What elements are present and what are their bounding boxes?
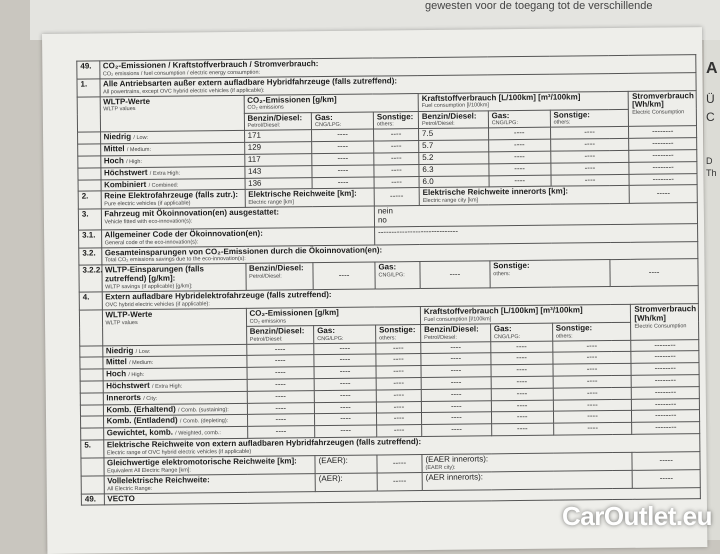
- co2-gas-value: ----: [314, 343, 376, 355]
- strom-header-sub: Electric Consumption: [632, 109, 685, 117]
- section-number: 49.: [81, 493, 104, 505]
- strom-value: --------: [629, 126, 697, 139]
- fuel-other-value: ----: [550, 127, 629, 140]
- fuel-value: ----: [421, 389, 491, 402]
- gas-header-sub: CNG/LPG:: [493, 333, 521, 340]
- section-number: 49.: [77, 61, 100, 79]
- fuel-gas-value: ----: [491, 412, 553, 424]
- section-title: Allgemeiner Code der Ökoinnovation(en):: [104, 228, 263, 240]
- sonst-header: Sonstige:: [555, 323, 593, 333]
- strom-value: --------: [632, 386, 700, 399]
- fuel-gas-value: ----: [488, 151, 550, 163]
- strom-value: --------: [631, 351, 699, 364]
- co2-other-value: ----: [373, 129, 418, 141]
- co2-value: 117: [244, 154, 312, 167]
- fuel-value: ----: [422, 424, 492, 437]
- gas-label-sub: CNG/LPG:: [378, 272, 405, 279]
- section-number: 1.: [77, 79, 100, 97]
- fuel-other-value: ----: [553, 423, 632, 436]
- section-subtitle: Electric range of OVC hybrid electric vehicles (if applicable): [106, 448, 252, 457]
- aer-label-sub: All Electric Range:: [107, 485, 153, 492]
- eaer-city-value: -----: [632, 452, 700, 471]
- sonst-header: Sonstige:: [379, 324, 416, 335]
- eaer-label-sub: Equivalent All Electric Range [km]:: [107, 467, 191, 475]
- benzin-header-sub: Petrol/Diesel:: [249, 336, 283, 343]
- co2-value: ----: [247, 367, 315, 380]
- row-label: Hoch: [103, 156, 124, 166]
- row-label: Innerorts: [106, 392, 142, 403]
- section-number: 2.: [78, 191, 101, 209]
- fuel-value: ----: [421, 400, 491, 413]
- section-subtitle: CO₂ emissions / fuel consumption / electric energy consumption:: [102, 69, 261, 78]
- gas-header: Gas:: [493, 323, 512, 334]
- fuel-value: 6.0: [419, 175, 489, 188]
- co2-other-value: ----: [374, 153, 419, 165]
- row-label-sub: / Low:: [133, 135, 149, 142]
- co2-value: ----: [247, 414, 315, 427]
- fuel-value: 5.7: [419, 140, 489, 153]
- range-value: -----: [374, 188, 419, 206]
- eaer-city-label: (EAER innerorts):: [425, 454, 489, 464]
- row-label-sub: / Extra High:: [151, 383, 183, 390]
- fuel-gas-value: ----: [491, 400, 553, 412]
- co2-other-value: ----: [374, 164, 419, 176]
- co2-value: 171: [244, 130, 312, 143]
- row-label-sub: / Extra High:: [149, 170, 181, 177]
- wltp-header: WLTP-Werte: [105, 309, 153, 320]
- co2-gas-value: ----: [314, 402, 376, 414]
- benzin-label: Benzin/Diesel:: [248, 263, 304, 274]
- eco-code-value: ------------------------------: [374, 223, 697, 244]
- row-label-sub: / City:: [143, 395, 158, 402]
- co2-gas-value: ----: [314, 378, 376, 390]
- strom-value: --------: [632, 410, 700, 423]
- benzin-label-sub: Petrol/Diesel:: [249, 273, 282, 281]
- row-label: Hoch: [106, 369, 127, 379]
- fuel-header-sub: Fuel consumption [l/100km]: [421, 102, 490, 110]
- row-label: Gewichtet, komb.: [106, 427, 173, 438]
- co2-other-value: ----: [374, 176, 419, 188]
- row-label: Niedrig: [105, 345, 134, 356]
- section-number: 3.2.: [79, 248, 102, 266]
- gas-header-sub: CNG/LPG:: [317, 335, 344, 342]
- section-title: Alle Antriebsarten außer extern aufladbare Hybridfahrzeuge (falls zutreffend):: [102, 76, 398, 89]
- benzin-header-sub: Petrol/Diesel:: [247, 122, 281, 130]
- co2-header: CO₂-Emissionen [g/km]: [249, 307, 339, 318]
- benzin-header-sub: Petrol/Diesel:: [424, 334, 457, 341]
- section-subtitle: OVC hybrid electric vehicles (if applicable):: [105, 301, 210, 309]
- fuel-other-value: ----: [553, 364, 632, 377]
- range-city-label-sub: Electric range city [km]: [422, 197, 479, 205]
- fuel-header: Kraftstoffverbrauch [L/100km] [m³/100km]: [421, 92, 581, 103]
- co2-other-value: ----: [376, 389, 421, 401]
- sonst-header: Sonstige:: [553, 109, 590, 120]
- eaer-code: (EAER):: [315, 455, 377, 473]
- row-label-sub: / Low:: [135, 348, 151, 355]
- row-label-sub: / High:: [128, 372, 145, 379]
- benzin-header: Benzin/Diesel:: [249, 326, 305, 336]
- strom-value: --------: [629, 150, 697, 163]
- section-number: 3.1.: [79, 230, 102, 248]
- aer-label: Vollelektrische Reichweite:: [107, 474, 210, 486]
- fuel-header: Kraftstoffverbrauch [L/100km] [m³/100km]: [423, 305, 583, 316]
- fuel-gas-value: ----: [488, 139, 550, 151]
- row-label: Komb. (Entladend): [106, 416, 178, 426]
- gas-header: Gas:: [317, 325, 336, 335]
- row-label: Komb. (Erhaltend): [106, 404, 176, 414]
- section-subtitle: Total CO₂ emissions savings due to the eco-innovation(s):: [104, 256, 246, 264]
- section-subtitle: Vehicle fitted with eco-innovation(s):: [104, 218, 193, 226]
- strom-value: --------: [631, 339, 699, 352]
- sonst-label: Sonstige:: [493, 261, 530, 271]
- co2-gas-value: ----: [312, 165, 374, 177]
- co2-gas-value: ----: [315, 413, 377, 425]
- fuel-other-value: ----: [552, 352, 631, 365]
- row-label: Mittel: [103, 144, 125, 154]
- section-title: Elektrische Reichweite von extern aufladbaren Hybridfahrzeugen (falls zutreffend):: [106, 437, 422, 450]
- co2-gas-value: ----: [312, 153, 374, 165]
- benzin-header: Benzin/Diesel:: [247, 112, 303, 123]
- sonst-header-sub: others:: [553, 119, 571, 126]
- wltp-header-sub: WLTP values: [105, 319, 138, 327]
- section-title: Reine Elektrofahrzeuge (falls zutr.):: [104, 190, 239, 201]
- co2-gas-value: ----: [312, 129, 374, 141]
- sonst-header-sub: others:: [555, 333, 573, 340]
- row-label: Kombiniert: [104, 179, 147, 189]
- co2-value: ----: [247, 402, 315, 415]
- fuel-other-value: ----: [551, 174, 630, 187]
- strom-header-sub: Electric Consumption: [634, 322, 687, 330]
- co2-value: 136: [245, 177, 313, 190]
- section-title: Fahrzeug mit Ökoinnovation(en) ausgestattet:: [104, 207, 280, 219]
- strom-value: --------: [629, 173, 697, 186]
- co2-value: ----: [246, 355, 314, 368]
- co2-value: 129: [244, 142, 312, 155]
- row-label-sub: / Comb. (depleting):: [179, 418, 229, 426]
- fuel-other-value: ----: [550, 139, 629, 152]
- fuel-gas-value: ----: [491, 423, 553, 435]
- side-char: A: [706, 60, 718, 77]
- sonst-header: Sonstige:: [376, 111, 414, 122]
- section-subtitle: Pure electric vehicles (if applicable): [104, 200, 191, 208]
- strom-value: --------: [629, 161, 697, 174]
- fuel-other-value: ----: [550, 150, 629, 163]
- savings-gas-value: ----: [420, 261, 490, 288]
- fuel-value: ----: [421, 353, 491, 366]
- row-label-sub: / Combined:: [148, 182, 179, 189]
- side-char: D: [706, 156, 713, 166]
- gas-header: Gas:: [491, 110, 510, 120]
- eaer-label: Gleichwertige elektromotorische Reichweite [km]:: [106, 456, 297, 468]
- eaer-city-label-sub: (EAER city):: [425, 464, 456, 471]
- co2-other-value: ----: [376, 342, 421, 354]
- benzin-header: Benzin/Diesel:: [424, 324, 479, 334]
- co2-gas-value: ----: [314, 366, 376, 378]
- strom-value: --------: [632, 422, 700, 435]
- co2-value: ----: [247, 426, 315, 439]
- fuel-value: 5.2: [419, 152, 489, 165]
- side-char: C: [706, 110, 715, 124]
- strom-header: Stromverbrauch [Wh/km]: [634, 304, 697, 323]
- fuel-gas-value: ----: [489, 163, 551, 175]
- co2-gas-value: ----: [314, 390, 376, 402]
- row-label-sub: / Medium:: [126, 147, 152, 154]
- eaer-value: -----: [377, 454, 422, 472]
- section-subtitle: All powertrains, except OVC hybrid electric vehicles (if applicable):: [103, 87, 265, 96]
- fuel-gas-value: ----: [490, 341, 552, 353]
- row-label: Niedrig: [103, 132, 132, 142]
- range-label-sub: Electric range [km]: [248, 199, 294, 207]
- fuel-value: ----: [421, 412, 491, 425]
- fuel-value: ----: [421, 341, 491, 354]
- section-title: Extern aufladbare Hybridelektrofahrzeuge (falls zutreffend):: [105, 290, 332, 302]
- co2-other-value: ----: [374, 141, 419, 153]
- savings-benzin-value: ----: [313, 263, 375, 290]
- fuel-other-value: ----: [553, 399, 632, 412]
- fuel-other-value: ----: [553, 375, 632, 388]
- co2-value: ----: [247, 391, 315, 404]
- strom-header: Stromverbrauch [Wh/km]: [632, 90, 694, 110]
- section-subtitle: WLTP savings (if applicable) [g/km]:: [105, 283, 193, 291]
- co2-header-sub: CO₂ emissions: [249, 318, 286, 325]
- strom-value: --------: [632, 398, 700, 411]
- aer-value: -----: [377, 472, 422, 490]
- gas-label: Gas:: [378, 262, 397, 272]
- co2-header-sub: CO₂ emissions: [247, 104, 284, 112]
- row-label-sub: / Medium:: [129, 360, 154, 367]
- strom-value: --------: [631, 363, 699, 376]
- section-title: CO₂-Emissionen / Kraftstoffverbrauch / Stromverbrauch:: [102, 59, 319, 71]
- co2-other-value: ----: [376, 354, 421, 366]
- fuel-gas-value: ----: [491, 376, 553, 388]
- fuel-value: ----: [421, 365, 491, 378]
- section-title: VECTO: [104, 487, 701, 505]
- eco-value: nein: [377, 206, 393, 216]
- co2-gas-value: ----: [314, 354, 376, 366]
- emissions-table: [76, 54, 701, 506]
- gas-header-sub: CNG/LPG:: [491, 120, 519, 127]
- row-label: Höchstwert: [103, 167, 148, 178]
- co2-value: ----: [246, 343, 314, 356]
- benzin-header-sub: Petrol/Diesel:: [421, 121, 455, 128]
- co2-header: CO₂-Emissionen [g/km]: [247, 94, 337, 105]
- certificate-sheet: [42, 27, 707, 554]
- aer-code: (AER):: [315, 473, 377, 491]
- section-title: WLTP-Einsparungen (falls zutreffend) [g/km]:: [104, 264, 204, 284]
- background-text: gewesten voor de toegang tot de verschillende: [425, 0, 653, 12]
- wltp-header: WLTP-Werte: [103, 96, 151, 107]
- row-label: Höchstwert: [106, 380, 150, 391]
- aer-city-value: -----: [632, 469, 700, 488]
- sonst-label-sub: others:: [493, 271, 511, 278]
- co2-gas-value: ----: [312, 141, 374, 153]
- section-title: Gesamteinsparungen von CO₂-Emissionen durch die Ökoinnovation(en):: [104, 245, 383, 257]
- strom-value: --------: [629, 138, 697, 151]
- side-char: Ü: [706, 92, 715, 106]
- range-city-value: -----: [630, 185, 698, 204]
- row-label-sub: / Weighted, comb.:: [175, 430, 221, 437]
- gas-header: Gas:: [314, 112, 333, 122]
- section-number: 3.2.2.: [79, 265, 102, 292]
- fuel-gas-value: ----: [488, 128, 550, 140]
- co2-other-value: ----: [376, 378, 421, 390]
- sonst-header-sub: others:: [379, 334, 397, 342]
- fuel-gas-value: ----: [491, 353, 553, 365]
- co2-other-value: ----: [376, 413, 421, 425]
- co2-value: ----: [247, 379, 315, 392]
- sonst-header-sub: others:: [376, 121, 394, 128]
- wltp-header-sub: WLTP values: [103, 106, 136, 113]
- side-char: Th: [706, 168, 717, 178]
- fuel-gas-value: ----: [491, 364, 553, 376]
- savings-other-value: ----: [610, 259, 698, 287]
- section-number: 4.: [79, 292, 102, 310]
- fuel-other-value: ----: [552, 340, 631, 353]
- gas-header-sub: CNG/LPG:: [315, 122, 342, 129]
- co2-other-value: ----: [376, 401, 421, 413]
- row-label-sub: / High:: [126, 158, 143, 166]
- co2-value: 143: [244, 165, 312, 178]
- fuel-other-value: ----: [553, 387, 632, 400]
- section-number: 5.: [81, 440, 104, 458]
- strom-value: --------: [631, 375, 699, 388]
- watermark-logo: CarOutlet.eu: [561, 501, 712, 531]
- fuel-other-value: ----: [553, 411, 632, 424]
- fuel-header-sub: Fuel consumption [l/100km]: [423, 316, 492, 323]
- section-subtitle: General code of the eco-innovation(s):: [104, 238, 199, 246]
- ovc-rows: [80, 339, 700, 440]
- eco-value-en: no: [377, 215, 387, 225]
- fuel-value: 7.5: [418, 128, 488, 141]
- co2-other-value: ----: [376, 366, 421, 378]
- co2-other-value: ----: [377, 425, 422, 437]
- fuel-gas-value: ----: [489, 175, 551, 187]
- row-label-sub: / Comb. (sustaining):: [177, 406, 229, 414]
- row-label: Mittel: [105, 357, 127, 367]
- benzin-header: Benzin/Diesel:: [421, 110, 477, 121]
- fuel-gas-value: ----: [491, 388, 553, 400]
- fuel-value: 6.3: [419, 164, 489, 177]
- range-label: Elektrische Reichweite [km]:: [248, 189, 357, 200]
- fuel-value: ----: [421, 377, 491, 390]
- aer-city-label: (AER innerorts):: [422, 470, 633, 490]
- co2-gas-value: ----: [315, 425, 377, 437]
- fuel-other-value: ----: [551, 162, 630, 175]
- range-city-label: Elektrische Reichweite innerorts [km]:: [422, 186, 569, 198]
- co2-gas-value: ----: [312, 177, 374, 189]
- section-number: 3.: [78, 209, 101, 230]
